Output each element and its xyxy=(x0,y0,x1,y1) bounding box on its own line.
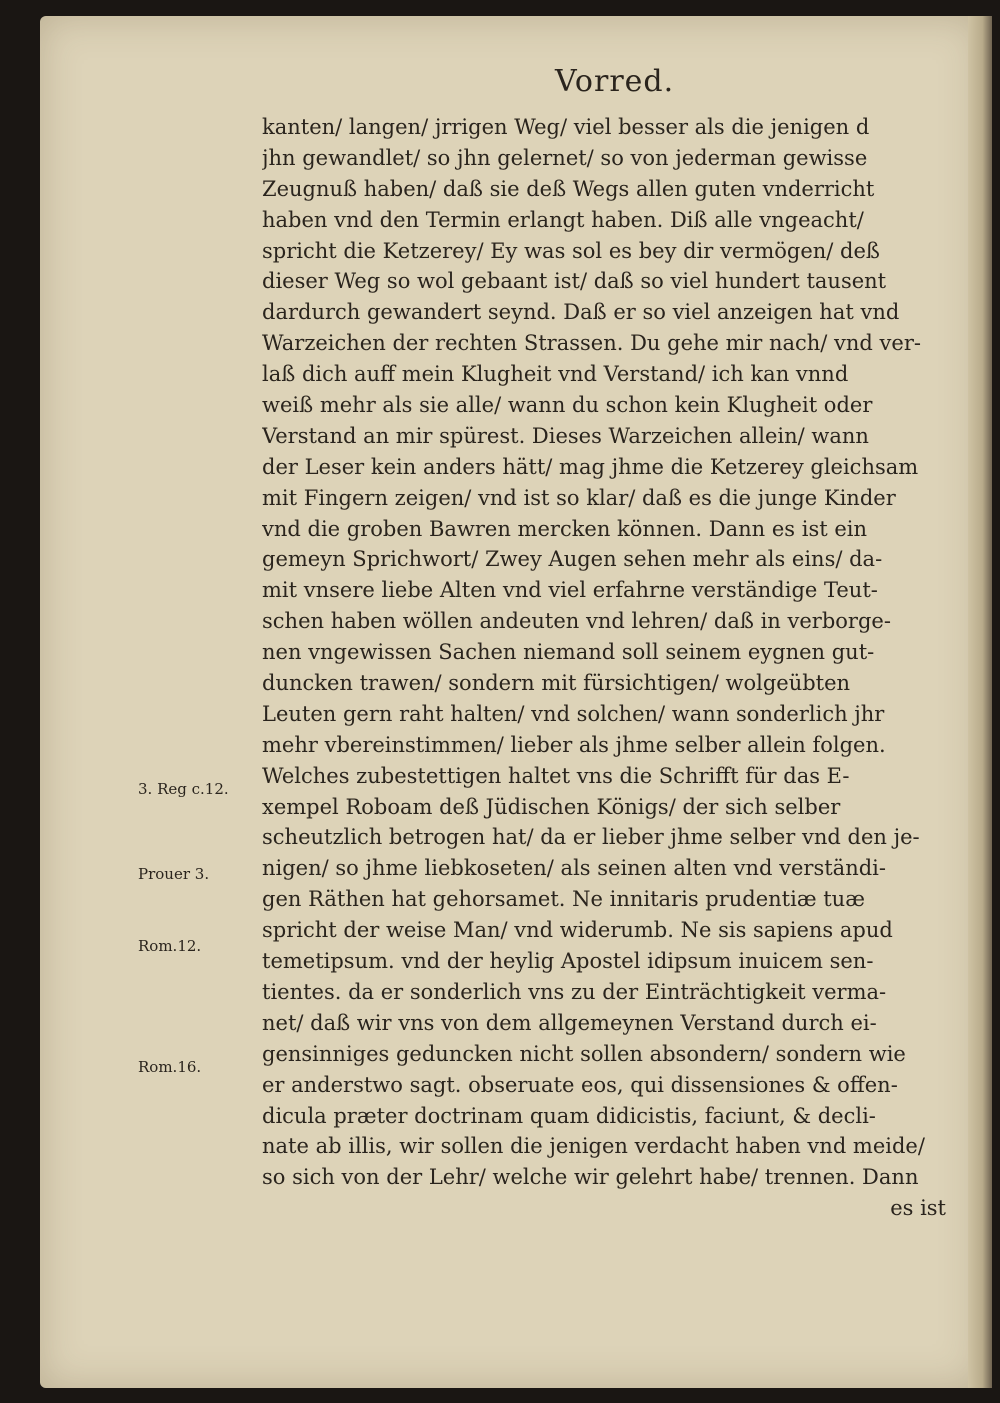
text-line: gemeyn Sprichwort/ Zwey Augen sehen mehr als eins/ da- xyxy=(262,547,883,572)
text-line: Zeugnuß haben/ daß sie deß Wegs allen guten vnderricht xyxy=(262,176,875,201)
text-line: tientes. da er sonderlich vns zu der Einträchtigkeit verma- xyxy=(262,979,887,1004)
text-line: Verstand an mir spürest. Dieses Warzeichen allein/ wann xyxy=(262,423,869,448)
text-line: nigen/ so jhme liebkoseten/ als seinen alten vnd verständi- xyxy=(262,856,886,881)
text-line: mit Fingern zeigen/ vnd ist so klar/ daß es die junge Kinder xyxy=(262,485,896,510)
marginal-note: Rom.12. xyxy=(138,937,202,955)
text-line: nate ab illis, wir sollen die jenigen verdacht haben vnd meide/ xyxy=(262,1134,925,1159)
marginal-note: Rom.16. xyxy=(138,1058,202,1076)
page-edge xyxy=(968,16,992,1388)
marginal-note: 3. Reg c.12. xyxy=(138,780,229,798)
text-line: spricht die Ketzerey/ Ey was sol es bey dir vermögen/ deß xyxy=(262,238,880,263)
text-line: dicula præter doctrinam quam didicistis, faciunt, & decli- xyxy=(262,1103,876,1128)
text-line: Leuten gern raht halten/ vnd solchen/ wann sonderlich jhr xyxy=(262,701,885,726)
text-line: gensinniges geduncken nicht sollen absondern/ sondern wie xyxy=(262,1041,906,1066)
text-line: schen haben wöllen andeuten vnd lehren/ daß in verborge- xyxy=(262,609,891,634)
text-line: gen Räthen hat gehorsamet. Ne innitaris prudentiæ tuæ xyxy=(262,887,865,912)
text-line: er anderstwo sagt. obseruate eos, qui dissensiones & offen- xyxy=(262,1072,898,1097)
text-line: duncken trawen/ sondern mit fürsichtigen/ wolgeübten xyxy=(262,671,851,696)
catchword: es ist xyxy=(890,1196,946,1221)
text-line: spricht der weise Man/ vnd widerumb. Ne sis sapiens apud xyxy=(262,918,893,943)
text-line: jhn gewandlet/ so jhn gelernet/ so von jederman gewisse xyxy=(262,145,868,170)
text-line: net/ daß wir vns von dem allgemeynen Verstand durch ei- xyxy=(262,1010,877,1035)
text-line: xempel Roboam deß Jüdischen Königs/ der sich selber xyxy=(262,794,841,819)
text-line: dieser Weg so wol gebaant ist/ daß so viel hundert tausent xyxy=(262,269,887,294)
text-line: Welches zubestettigen haltet vns die Schrifft für das E- xyxy=(262,763,850,788)
text-line: mit vnsere liebe Alten vnd viel erfahrne verständige Teut- xyxy=(262,578,878,603)
text-line: laß dich auff mein Klugheit vnd Verstand/ ich kan vnnd xyxy=(262,362,849,387)
body-text xyxy=(262,112,962,1224)
text-line: dardurch gewandert seynd. Daß er so viel anzeigen hat vnd xyxy=(262,300,900,325)
text-line: der Leser kein anders hätt/ mag jhme die Ketzerey gleichsam xyxy=(262,454,919,479)
text-line: kanten/ langen/ jrrigen Weg/ viel besser als die jenigen d xyxy=(262,115,870,139)
text-line: haben vnd den Termin erlangt haben. Diß alle vngeacht/ xyxy=(262,207,864,232)
running-head: Vorred. xyxy=(555,64,675,99)
text-line: weiß mehr als sie alle/ wann du schon kein Klugheit oder xyxy=(262,393,873,418)
text-line: Warzeichen der rechten Strassen. Du gehe mir nach/ vnd ver- xyxy=(262,331,921,356)
text-line: scheutzlich betrogen hat/ da er lieber jhme selber vnd den je- xyxy=(262,825,920,850)
text-line: nen vngewissen Sachen niemand soll seinem eygnen gut- xyxy=(262,640,875,665)
text-line: temetipsum. vnd der heylig Apostel idipsum inuicem sen- xyxy=(262,949,874,974)
text-line: vnd die groben Bawren mercken können. Dann es ist ein xyxy=(262,516,868,541)
text-line: so sich von der Lehr/ welche wir gelehrt habe/ trennen. Dann xyxy=(262,1165,919,1190)
text-line: mehr vbereinstimmen/ lieber als jhme selber allein folgen. xyxy=(262,732,886,757)
marginal-note: Prouer 3. xyxy=(138,865,210,883)
